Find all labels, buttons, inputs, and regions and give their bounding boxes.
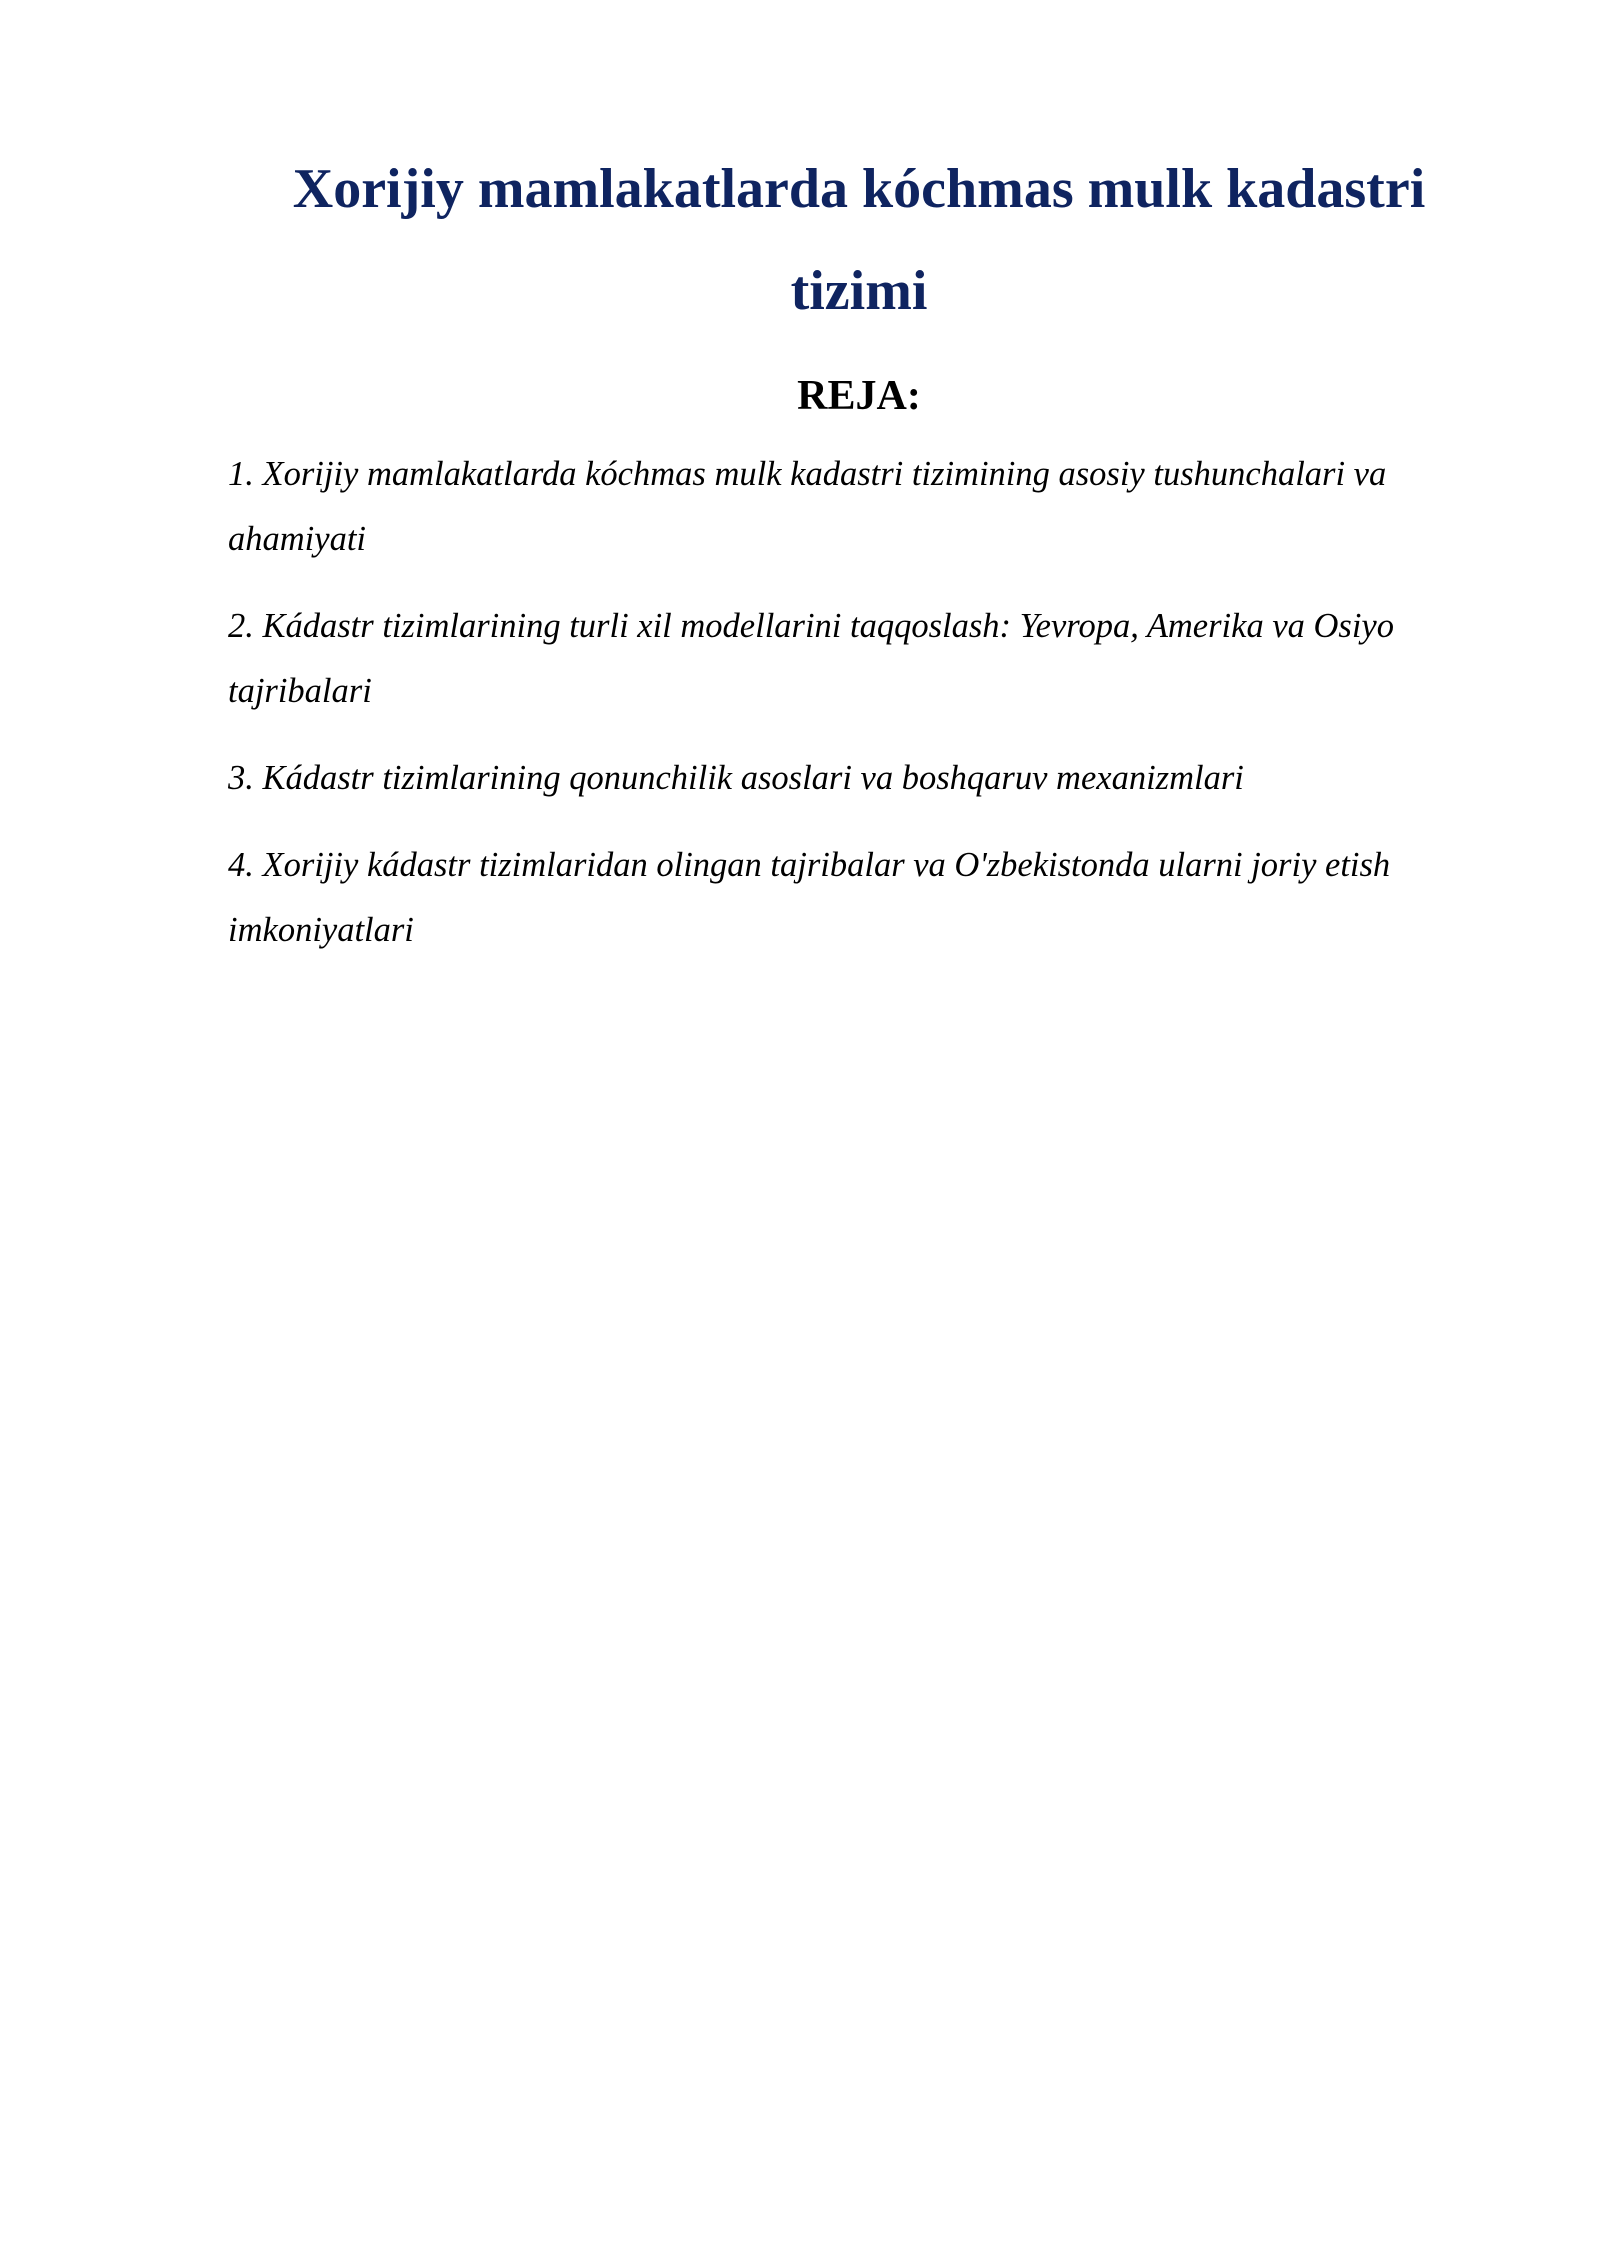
document-content <box>228 138 1490 985</box>
plan-heading: REJA: <box>797 373 921 419</box>
plan-item-3: 3. Kádastr tizimlarining qonunchilik asoslari va boshqaruv mexanizmlari <box>228 759 1244 797</box>
plan-list <box>228 442 1490 963</box>
plan-item-2: 2. Kádastr tizimlarining turli xil modellarini taqqoslash: Yevropa, Amerika va Osiyo tajribalari <box>228 607 1394 710</box>
plan-item-1: 1. Xorijiy mamlakatlarda kóchmas mulk kadastri tizimining asosiy tushunchalari va ahamiyati <box>228 455 1387 558</box>
document-title: Xorijiy mamlakatlarda kóchmas mulk kadastri tizimi <box>292 158 1426 322</box>
plan-item-4: 4. Xorijiy kádastr tizimlaridan olingan tajribalar va O'zbekistonda ularni joriy etish imkoniyatlari <box>228 846 1391 949</box>
